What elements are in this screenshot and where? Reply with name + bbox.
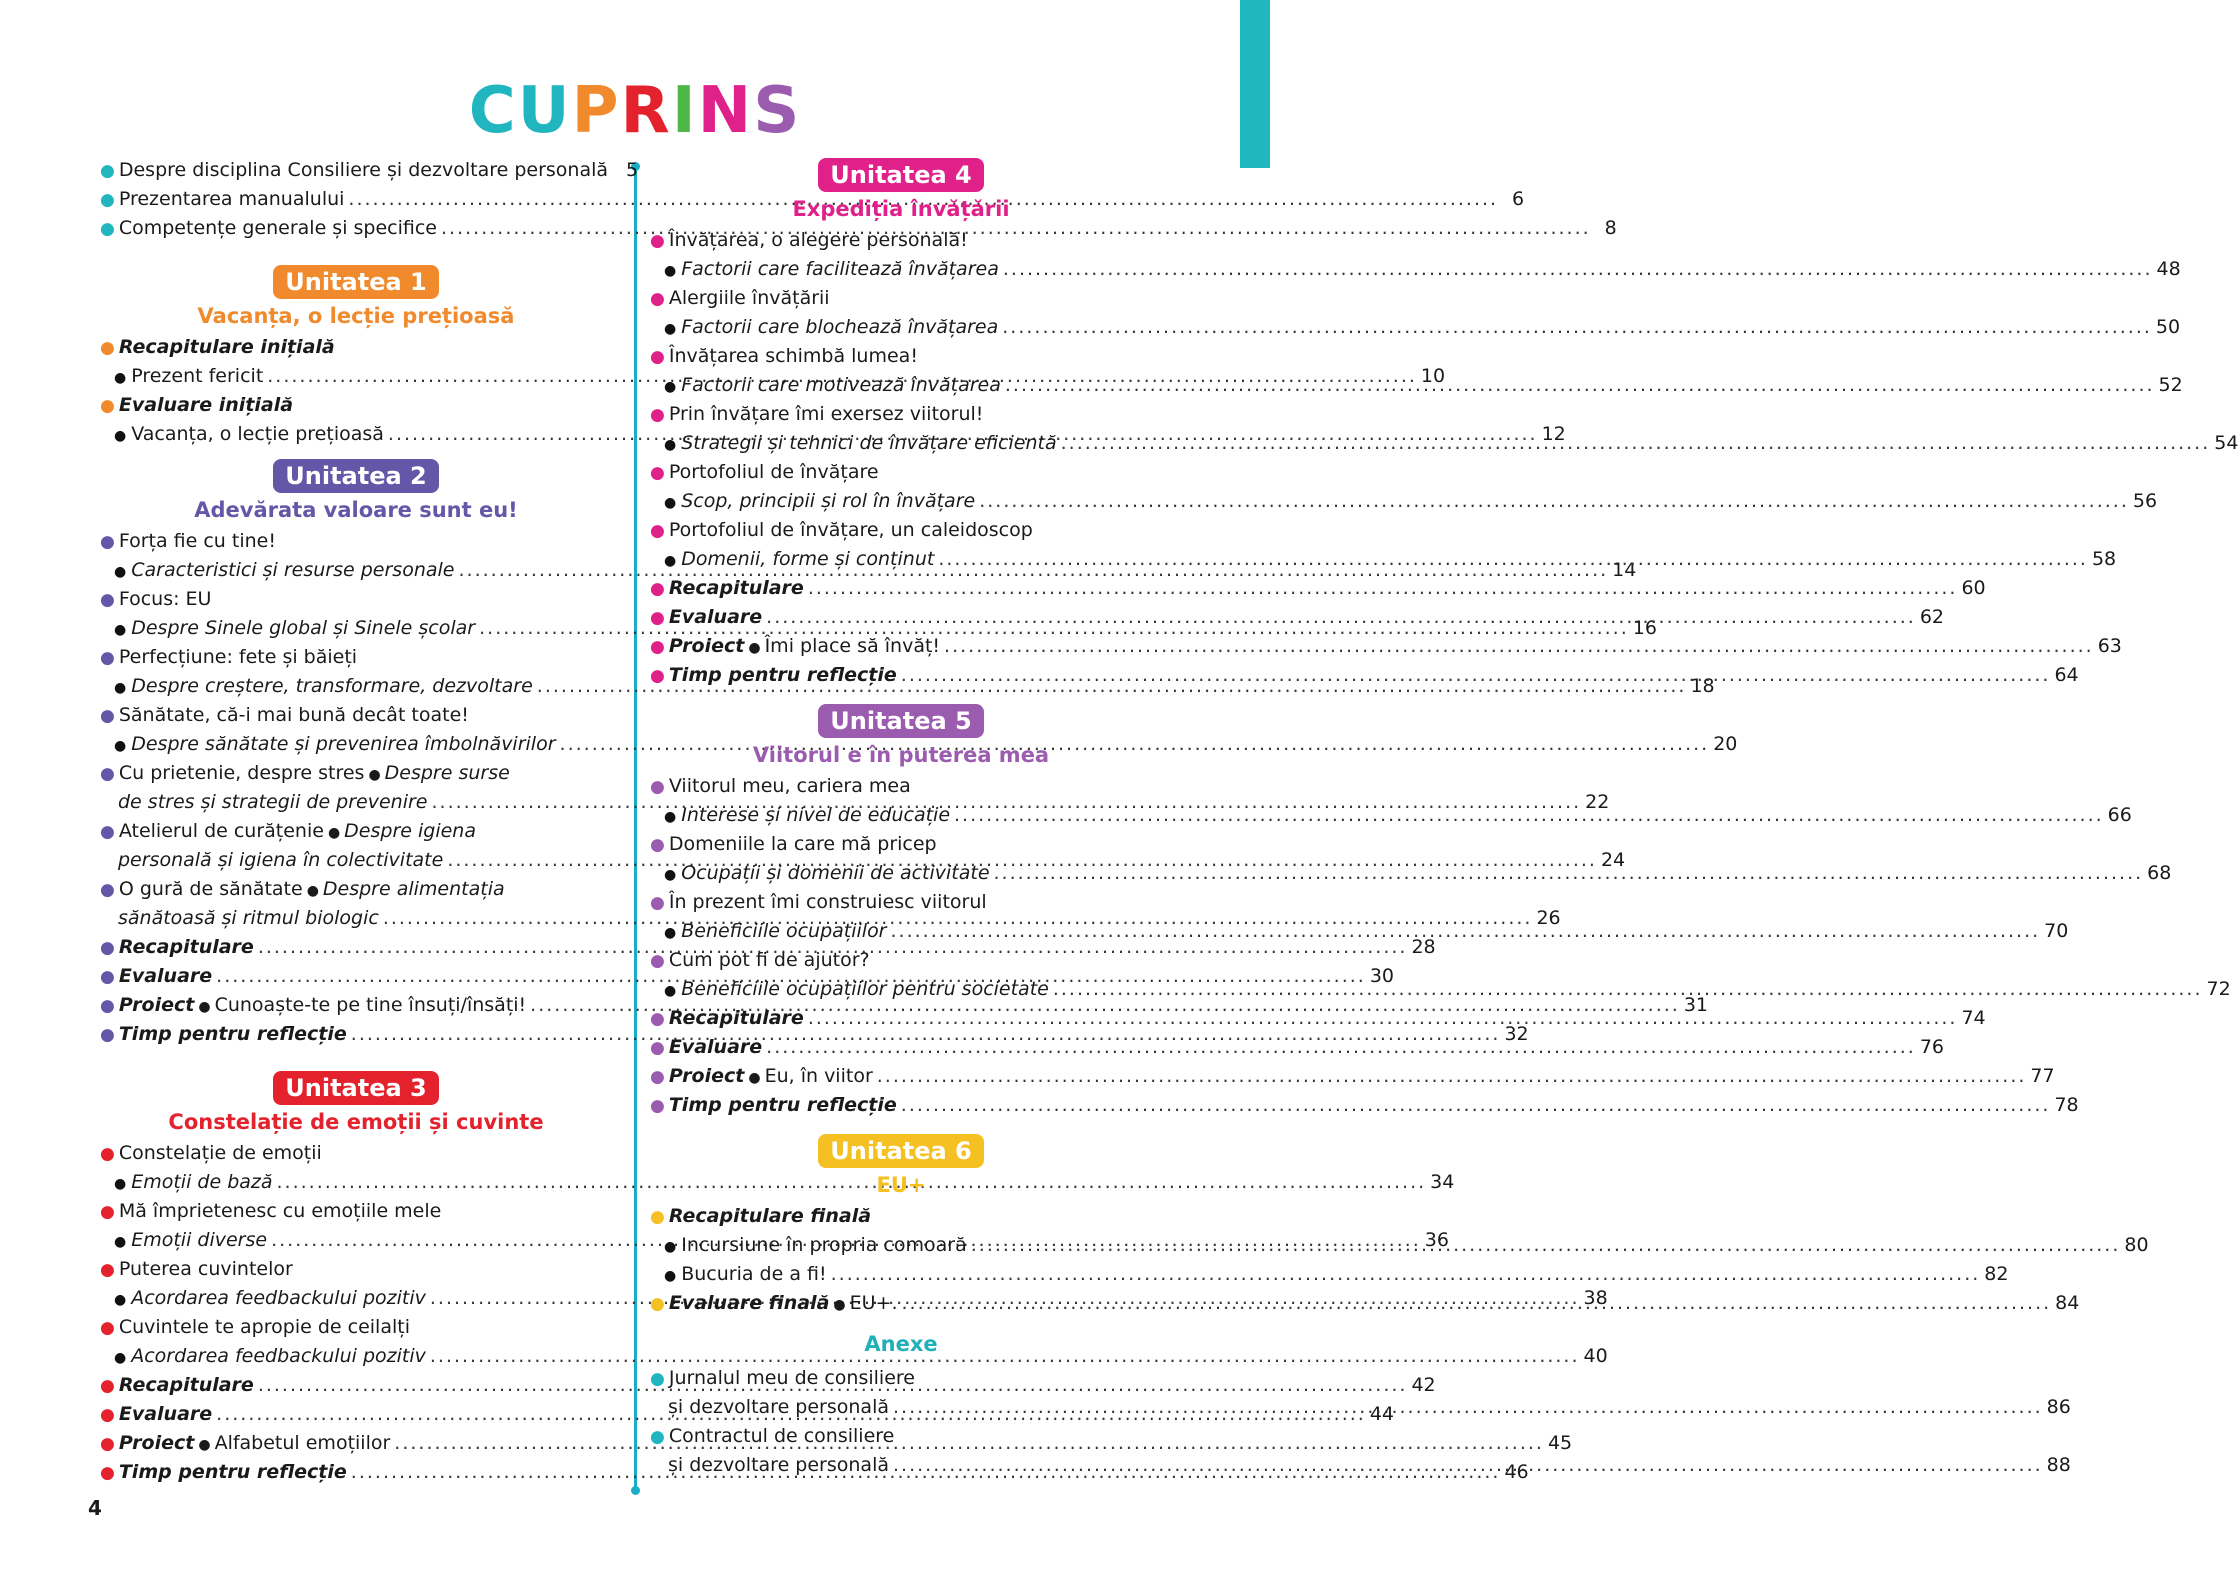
- divider-dot: [631, 1486, 640, 1495]
- toc-entry[interactable]: ● În prezent îmi construiesc viitorul: [650, 891, 987, 913]
- toc-entry[interactable]: ● Sănătate, că-i mai bună decât toate!: [100, 704, 469, 726]
- toc-entry[interactable]: sănătoasă și ritmul biologic ..... 26: [100, 904, 612, 933]
- toc-entry[interactable]: ● Competențe generale și specifice ..... 8: [100, 214, 612, 243]
- title-letter: C: [468, 74, 518, 148]
- toc-entry[interactable]: ● Prin învățare îmi exersez viitorul!: [650, 403, 984, 425]
- toc-entry[interactable]: ● Recapitulare inițială: [100, 336, 335, 358]
- toc-entry[interactable]: ● Recapitulare ..... 28: [100, 933, 612, 962]
- page-number: 4: [88, 1496, 102, 1520]
- unit-6-badge: Unitatea 6: [818, 1134, 983, 1168]
- toc-entry[interactable]: ● Portofoliul de învățare, un caleidoscop: [650, 519, 1033, 541]
- title-letter: P: [571, 74, 621, 148]
- toc-entry[interactable]: ● Evaluare ..... 44: [100, 1400, 612, 1429]
- toc-entry[interactable]: ● Jurnalul meu de consiliere: [650, 1367, 915, 1389]
- toc-entry[interactable]: ● Factorii care facilitează învățarea ..... 48: [650, 255, 1152, 284]
- toc-entry[interactable]: ● Recapitulare finală: [650, 1205, 872, 1227]
- page-title: [0, 74, 1270, 148]
- unit-4-badge: Unitatea 4: [818, 158, 983, 192]
- toc-entry[interactable]: ● Contractul de consiliere: [650, 1425, 895, 1447]
- toc-entry[interactable]: ● Domenii, forme și conținut ..... 58: [650, 545, 1152, 574]
- toc-entry[interactable]: ● Viitorul meu, cariera mea: [650, 775, 911, 797]
- toc-entry[interactable]: ● Scop, principii și rol în învățare ..... 56: [650, 487, 1152, 516]
- toc-entry[interactable]: ● Ocupații și domenii de activitate ..... 68: [650, 859, 1152, 888]
- toc-entry[interactable]: ● Evaluare finală ● EU+. ..... 84: [650, 1289, 1152, 1318]
- toc-entry[interactable]: ● Vacanța, o lecție prețioasă ..... 12: [100, 420, 612, 449]
- toc-entry[interactable]: și dezvoltare personală ..... 88: [650, 1451, 1152, 1480]
- unit-4-subtitle: Expediția învățării: [792, 197, 1010, 221]
- toc-entry[interactable]: ● Evaluare ..... 76: [650, 1033, 1152, 1062]
- toc-entry[interactable]: ● Prezentarea manualului ..... 6: [100, 185, 612, 214]
- toc-entry[interactable]: ● Recapitulare ..... 42: [100, 1371, 612, 1400]
- toc-entry[interactable]: ● Bucuria de a fi! ..... 82: [650, 1260, 1152, 1289]
- toc-entry[interactable]: ● Forța fie cu tine!: [100, 530, 276, 552]
- toc-entry[interactable]: ● Despre sănătate și prevenirea îmbolnăvirilor ..... 20: [100, 730, 612, 759]
- toc-entry[interactable]: și dezvoltare personală ..... 86: [650, 1393, 1152, 1422]
- toc-entry[interactable]: ● Prezent fericit ..... 10: [100, 362, 612, 391]
- toc-entry[interactable]: ● Proiect ● Îmi place să învăț! ..... 63: [650, 632, 1152, 661]
- toc-entry[interactable]: ● Recapitulare ..... 74: [650, 1004, 1152, 1033]
- unit-1-badge: Unitatea 1: [273, 265, 438, 299]
- toc-entry[interactable]: ● Evaluare ..... 30: [100, 962, 612, 991]
- toc-entry[interactable]: ● Despre disciplina Consiliere și dezvoltare personală 5: [100, 159, 639, 181]
- title-letter: U: [517, 74, 572, 148]
- toc-entry[interactable]: ● Puterea cuvintelor: [100, 1258, 293, 1280]
- toc-entry[interactable]: ● Domeniile la care mă pricep: [650, 833, 937, 855]
- toc-entry[interactable]: ● Strategii și tehnici de învățare eficientă ..... 54: [650, 429, 1152, 458]
- unit-5-subtitle: Viitorul e în puterea mea: [752, 743, 1050, 767]
- toc-entry[interactable]: de stres și strategii de prevenire ..... 22: [100, 788, 612, 817]
- toc-entry[interactable]: ● Portofoliul de învățare: [650, 461, 879, 483]
- unit-3-badge: Unitatea 3: [273, 1071, 438, 1105]
- toc-entry[interactable]: ● Despre creștere, transformare, dezvoltare ..... 18: [100, 672, 612, 701]
- toc-entry[interactable]: ● Învățarea, o alegere personală!: [650, 229, 968, 251]
- toc-entry[interactable]: ● Factorii care blochează învățarea ..... 50: [650, 313, 1152, 342]
- toc-entry[interactable]: ● Atelierul de curățenie ● Despre igiena: [100, 820, 476, 842]
- unit-5-badge: Unitatea 5: [818, 704, 983, 738]
- toc-entry[interactable]: ● Proiect ● Alfabetul emoțiilor ..... 45: [100, 1429, 612, 1458]
- toc-entry[interactable]: ● Mă împrietenesc cu emoțiile mele: [100, 1200, 442, 1222]
- toc-entry[interactable]: ● Emoții de bază ..... 34: [100, 1168, 612, 1197]
- toc-entry[interactable]: ● Recapitulare ..... 60: [650, 574, 1152, 603]
- toc-entry[interactable]: ● Timp pentru reflecție ..... 46: [100, 1458, 612, 1487]
- anexe-title: Anexe: [864, 1332, 938, 1356]
- toc-entry[interactable]: ● Cu prietenie, despre stres ● Despre surse: [100, 762, 510, 784]
- toc-entry[interactable]: ● Timp pentru reflecție ..... 78: [650, 1091, 1152, 1120]
- toc-entry[interactable]: ● Incursiune în propria comoară ..... 80: [650, 1231, 1152, 1260]
- toc-entry[interactable]: ● Despre Sinele global și Sinele școlar ..... 16: [100, 614, 612, 643]
- title-letter: R: [620, 74, 672, 148]
- toc-entry[interactable]: ● Factorii care motivează învățarea ..... 52: [650, 371, 1152, 400]
- title-letter: I: [671, 74, 698, 148]
- unit-6-subtitle: EU+: [876, 1173, 926, 1197]
- toc-entry[interactable]: ● Evaluare ..... 62: [650, 603, 1152, 632]
- title-letter: S: [753, 74, 802, 148]
- toc-entry[interactable]: ● Învățarea schimbă lumea!: [650, 345, 918, 367]
- toc-entry[interactable]: ● Timp pentru reflecție ..... 64: [650, 661, 1152, 690]
- toc-entry[interactable]: ● Cuvintele te apropie de ceilalți: [100, 1316, 410, 1338]
- toc-entry[interactable]: ● Acordarea feedbackului pozitiv ..... 38: [100, 1284, 612, 1313]
- toc-entry[interactable]: ● Emoții diverse ..... 36: [100, 1226, 612, 1255]
- unit-1-subtitle: Vacanța, o lecție prețioasă: [197, 304, 515, 328]
- toc-entry[interactable]: ● Proiect ● Cunoaște-te pe tine însuți/însăți! ..... 31: [100, 991, 612, 1020]
- toc-entry[interactable]: ● Proiect ● Eu, în viitor ..... 77: [650, 1062, 1152, 1091]
- toc-entry[interactable]: ● Interese și nivel de educație ..... 66: [650, 801, 1152, 830]
- toc-entry[interactable]: ● Perfecțiune: fete și băieți: [100, 646, 358, 668]
- unit-2-subtitle: Adevărata valoare sunt eu!: [194, 498, 518, 522]
- toc-entry[interactable]: ● Evaluare inițială: [100, 394, 294, 416]
- toc-entry[interactable]: ● Beneficiile ocupațiilor ..... 70: [650, 917, 1152, 946]
- toc-entry[interactable]: ● Caracteristici și resurse personale ..... 14: [100, 556, 612, 585]
- toc-entry[interactable]: ● Focus: EU: [100, 588, 212, 610]
- toc-entry[interactable]: ● Acordarea feedbackului pozitiv ..... 40: [100, 1342, 612, 1371]
- unit-3-subtitle: Constelație de emoții și cuvinte: [168, 1110, 544, 1134]
- toc-entry[interactable]: ● Cum pot fi de ajutor?: [650, 949, 870, 971]
- unit-2-badge: Unitatea 2: [273, 459, 438, 493]
- toc-entry[interactable]: ● Beneficiile ocupațiilor pentru societate ..... 72: [650, 975, 1152, 1004]
- toc-entry[interactable]: personală și igiena în colectivitate ..... 24: [100, 846, 612, 875]
- toc-entry[interactable]: ● O gură de sănătate ● Despre alimentația: [100, 878, 505, 900]
- toc-entry[interactable]: ● Constelație de emoții: [100, 1142, 322, 1164]
- toc-entry[interactable]: ● Alergiile învățării: [650, 287, 830, 309]
- toc-entry[interactable]: ● Timp pentru reflecție ..... 32: [100, 1020, 612, 1049]
- title-letter: N: [697, 74, 754, 148]
